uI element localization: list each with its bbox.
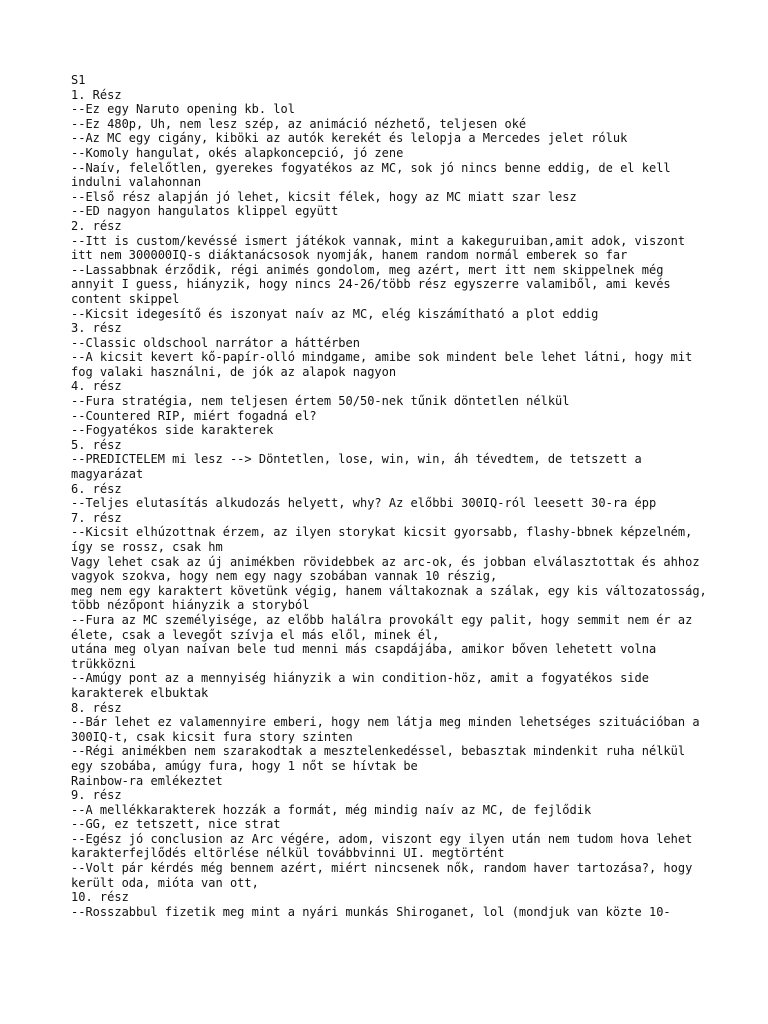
document-line: --Az MC egy cigány, kiböki az autók kerekét és lelopja a Mercedes jelet róluk (71, 131, 628, 146)
document-line: --Egész jó conclusion az Arc végére, adom, viszont egy ilyen után nem tudom hova lehet karakterfejlődés eltörlése nélkül továbbvinni UI. megtörtént (71, 831, 700, 861)
document-line: meg nem egy karaktert követünk végig, hanem váltakoznak a szálak, egy kis változatosság, több nézőpont hiányzik a storyból (71, 583, 714, 613)
document-line: --GG, ez tetszett, nice strat (71, 817, 281, 832)
section-heading: 8. rész (71, 700, 122, 715)
document-line: --Fura az MC személyisége, az előbb halálra provokált egy palit, hogy semmit nem ér az élete, csak a levegőt szívja el más elől, minek él, (71, 612, 700, 642)
document-line: --Ez egy Naruto opening kb. lol (71, 102, 295, 117)
section-heading: 5. rész (71, 437, 122, 452)
document-line: --Kicsit elhúzottnak érzem, az ilyen storykat kicsit gyorsabb, flashy-bbnek képzelném, így se rossz, csak hm (71, 525, 700, 554)
document-line: --Countered RIP, miért fogadná el? (71, 408, 317, 423)
section-heading: 9. rész (71, 788, 122, 803)
document-line: --Ez 480p, Uh, nem lesz szép, az animáció nézhető, teljesen oké (71, 116, 527, 131)
document-line: --Kicsit idegesítő és iszonyat naív az MC, elég kiszámítható a plot eddig (71, 306, 599, 321)
document-line: --Fura stratégia, nem teljesen értem 50/50-nek tűnik döntetlen nélkül (71, 394, 570, 409)
document-line: --Lassabbnak érződik, régi animés gondolom, meg azért, mert itt nem skippelnek még annyit I guess, hiányzik, hogy nincs 24-26/több rész egyszerre valamiből, ami kevés content skippel (71, 262, 678, 306)
document-line: --A kicsit kevert kő-papír-olló mindgame, amibe sok mindent bele lehet látni, hogy mit fog valaki használni, de jók az alapok nagyon (71, 350, 700, 379)
document-line: --Komoly hangulat, okés alapkoncepció, jó zene (71, 145, 404, 160)
document-line: --Itt is custom/kevéssé ismert játékok vannak, mint a kakeguruiban,amit adok, viszont itt nem 300000IQ-s diáktanácsosok nyomják, hanem random normál emberek so far (71, 233, 693, 263)
section-heading: 7. rész (71, 510, 122, 525)
section-heading: 3. rész (71, 321, 122, 336)
section-heading: 1. Rész (71, 87, 122, 102)
document-line: --Rosszabbul fizetik meg mint a nyári munkás Shiroganet, lol (mondjuk van közte 10- (71, 904, 671, 919)
document-line: --Fogyatékos side karakterek (71, 423, 274, 438)
section-heading: 2. rész (71, 218, 122, 233)
section-heading: 4. rész (71, 379, 122, 394)
document-text (71, 73, 714, 919)
document-line: --Első rész alapján jó lehet, kicsit félek, hogy az MC miatt szar lesz (71, 189, 577, 204)
section-heading: 6. rész (71, 481, 122, 496)
document-line: S1 (71, 73, 86, 87)
document-line: Rainbow-ra emlékeztet (71, 773, 223, 788)
document-line: Vagy lehet csak az új animékben rövidebbek az arc-ok, és jobban elválasztottak és ahhoz vagyok szokva, hogy nem egy nagy szobában vannak 10 részig, (71, 554, 707, 584)
document-line: utána meg olyan naívan bele tud menni más csapdájába, amikor bőven lehetett volna trükközni (71, 642, 664, 671)
section-heading: 10. rész (71, 890, 129, 905)
document-line: --Teljes elutasítás alkudozás helyett, why? Az előbbi 300IQ-ról leesett 30-ra épp (71, 496, 657, 511)
document-line: --Bár lehet ez valamennyire emberi, hogy nem látja meg minden lehetséges szituációban a 300IQ-t, csak kicsit fura story szinten (71, 715, 707, 744)
document-line: --Classic oldschool narrátor a háttérben (71, 335, 360, 350)
document-line: --Volt pár kérdés még bennem azért, miért nincsenek nők, random haver tartozása?, hogy került oda, mióta van ott, (71, 861, 700, 890)
document-line: --ED nagyon hangulatos klippel együtt (71, 204, 339, 219)
document-line: --Naív, felelőtlen, gyerekes fogyatékos az MC, sok jó nincs benne eddig, de el kell indulni valahonnan (71, 160, 678, 190)
document-line: --Régi animékben nem szarakodtak a mesztelenkedéssel, bebasztak mindenkit ruha nélkül egy szobába, amúgy fura, hogy 1 nőt se hívtak be (71, 744, 693, 773)
document-line: --PREDICTELEM mi lesz --> Döntetlen, lose, win, win, áh tévedtem, de tetszett a magyarázat (71, 452, 649, 482)
document-line: --Amúgy pont az a mennyiség hiányzik a win condition-höz, amit a fogyatékos side karakterek elbuktak (71, 671, 657, 700)
document-line: --A mellékkarakterek hozzák a formát, még mindig naív az MC, de fejlődik (71, 802, 592, 817)
